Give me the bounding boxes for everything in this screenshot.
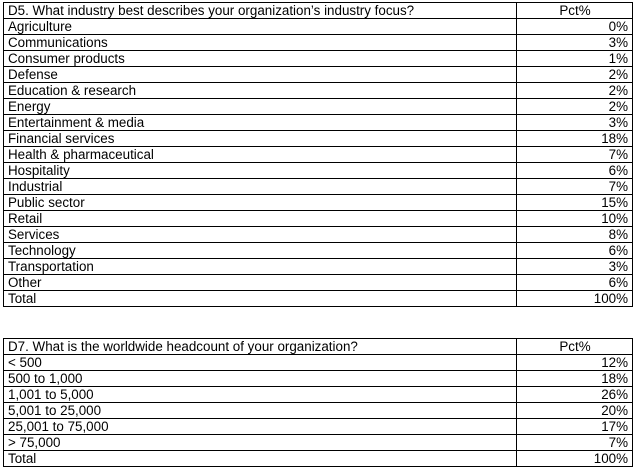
- row-pct: 100%: [517, 291, 633, 307]
- table-row: [4, 147, 633, 163]
- row-pct: 18%: [517, 131, 633, 147]
- row-pct: 7%: [517, 435, 633, 451]
- row-pct: 6%: [517, 275, 633, 291]
- table-row: [4, 211, 633, 227]
- row-label: > 75,000: [4, 435, 517, 451]
- row-label: Hospitality: [4, 163, 517, 179]
- table-row: [4, 355, 633, 371]
- table-row: [4, 35, 633, 51]
- row-pct: 15%: [517, 195, 633, 211]
- row-label: Financial services: [4, 131, 517, 147]
- row-label: Consumer products: [4, 51, 517, 67]
- table-row: [4, 243, 633, 259]
- table-row: [4, 195, 633, 211]
- row-label: Transportation: [4, 259, 517, 275]
- row-label: Defense: [4, 67, 517, 83]
- row-pct: 100%: [517, 451, 633, 467]
- row-label: < 500: [4, 355, 517, 371]
- table-row: [4, 387, 633, 403]
- table-row: [4, 419, 633, 435]
- row-label: Energy: [4, 99, 517, 115]
- row-pct: 3%: [517, 35, 633, 51]
- row-pct: 2%: [517, 99, 633, 115]
- row-label: Health & pharmaceutical: [4, 147, 517, 163]
- pct-column-header: Pct%: [517, 3, 633, 19]
- table-row: [4, 179, 633, 195]
- row-label: Retail: [4, 211, 517, 227]
- table-row: [4, 83, 633, 99]
- table-row: [4, 67, 633, 83]
- table-row: [4, 435, 633, 451]
- row-label: Public sector: [4, 195, 517, 211]
- row-pct: 7%: [517, 179, 633, 195]
- row-pct: 2%: [517, 67, 633, 83]
- industry-table-body: [4, 19, 633, 307]
- row-label: Services: [4, 227, 517, 243]
- row-pct: 3%: [517, 115, 633, 131]
- table-row: [4, 19, 633, 35]
- row-pct: 6%: [517, 243, 633, 259]
- table-header-row: [4, 3, 633, 19]
- table-row: [4, 99, 633, 115]
- headcount-table: [3, 338, 633, 467]
- table-row: [4, 371, 633, 387]
- table-row: [4, 163, 633, 179]
- row-label: 500 to 1,000: [4, 371, 517, 387]
- row-pct: 6%: [517, 163, 633, 179]
- row-label: Entertainment & media: [4, 115, 517, 131]
- row-pct: 0%: [517, 19, 633, 35]
- row-label: Total: [4, 291, 517, 307]
- table-row: [4, 403, 633, 419]
- row-label: Education & research: [4, 83, 517, 99]
- row-label: Communications: [4, 35, 517, 51]
- row-pct: 12%: [517, 355, 633, 371]
- row-pct: 20%: [517, 403, 633, 419]
- row-label: 5,001 to 25,000: [4, 403, 517, 419]
- table-row: [4, 51, 633, 67]
- question-d7-heading: D7. What is the worldwide headcount of your organization?: [4, 339, 517, 355]
- row-label: 25,001 to 75,000: [4, 419, 517, 435]
- row-pct: 7%: [517, 147, 633, 163]
- table-row: [4, 115, 633, 131]
- row-pct: 2%: [517, 83, 633, 99]
- table-row: [4, 291, 633, 307]
- row-pct: 1%: [517, 51, 633, 67]
- table-row: [4, 275, 633, 291]
- row-label: Agriculture: [4, 19, 517, 35]
- row-pct: 17%: [517, 419, 633, 435]
- row-label: Industrial: [4, 179, 517, 195]
- table-row: [4, 451, 633, 467]
- industry-table: [3, 2, 633, 307]
- row-pct: 8%: [517, 227, 633, 243]
- table-header-row: [4, 339, 633, 355]
- question-d5-heading: D5. What industry best describes your organization’s industry focus?: [4, 3, 517, 19]
- row-pct: 3%: [517, 259, 633, 275]
- row-pct: 18%: [517, 371, 633, 387]
- row-pct: 10%: [517, 211, 633, 227]
- row-pct: 26%: [517, 387, 633, 403]
- headcount-table-body: [4, 355, 633, 467]
- pct-column-header: Pct%: [517, 339, 633, 355]
- row-label: Total: [4, 451, 517, 467]
- row-label: Other: [4, 275, 517, 291]
- row-label: Technology: [4, 243, 517, 259]
- table-row: [4, 131, 633, 147]
- table-row: [4, 227, 633, 243]
- row-label: 1,001 to 5,000: [4, 387, 517, 403]
- table-row: [4, 259, 633, 275]
